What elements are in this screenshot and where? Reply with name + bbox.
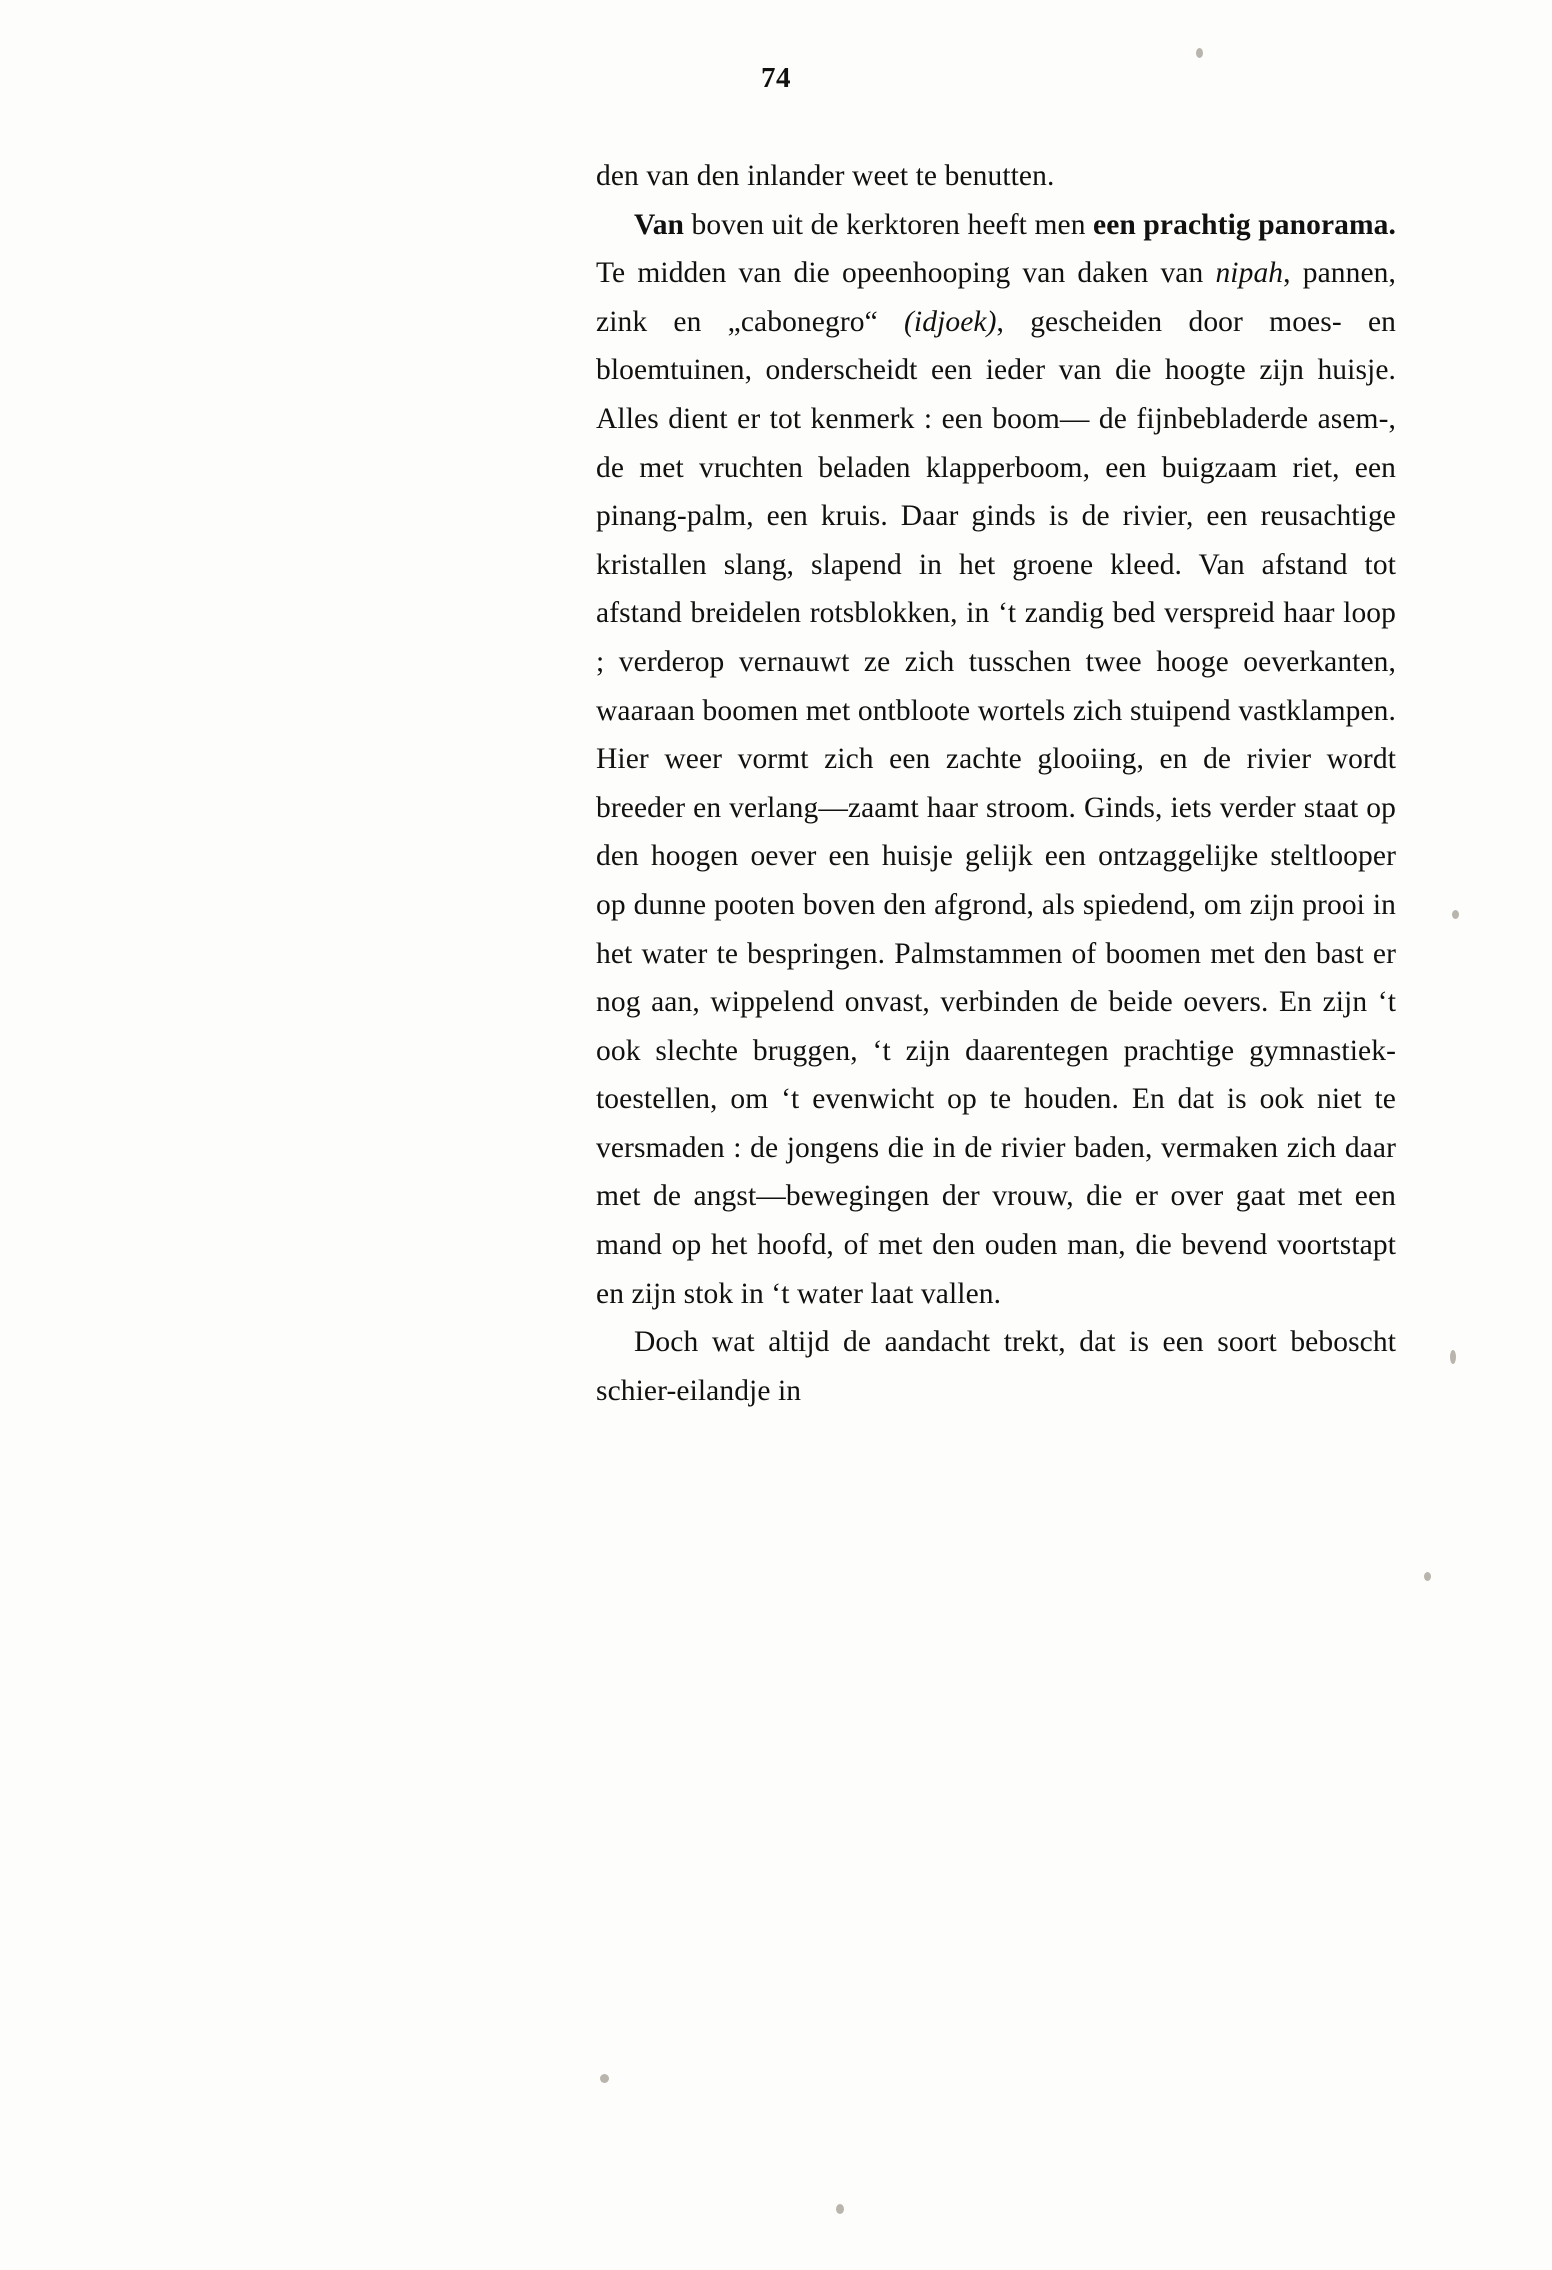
speck-icon	[836, 2204, 844, 2214]
speck-icon	[1452, 910, 1459, 919]
speck-icon	[600, 2074, 609, 2083]
page-number: 74	[761, 62, 791, 94]
paragraph: Van boven uit de kerktoren heeft men een prachtig panorama. Te midden van die opeenhooping van daken van nipah, pannen, zink en „cabonegro“ (idjoek), gescheiden door moes- en bloemtuinen, onderscheidt een ieder van die hoogte zijn huisje. Alles dient er tot kenmerk : een boom— de fijnbebladerde asem-, de met vruchten beladen klapperboom, een buigzaam riet, een pinang-palm, een kruis. Daar ginds is de rivier, een reusachtige kristallen slang, slapend in het groene kleed. Van afstand tot afstand breidelen rotsblokken, in ‘t zandig bed verspreid haar loop ; verderop vernauwt ze zich tusschen twee hooge oeverkanten, waaraan boomen met ontbloote wortels zich stuipend vastklampen. Hier weer vormt zich een zachte glooiing, en de rivier wordt breeder en verlang—zaamt haar stroom. Ginds, iets verder staat op den hoogen oever een huisje gelijk een ontzaggelijke steltlooper op dunne pooten boven den afgrond, als spiedend, om zijn prooi in het water te bespringen. Palmstammen of boomen met den bast er nog aan, wippelend onvast, verbinden de beide oevers. En zijn ‘t ook slechte bruggen, ‘t zijn daarentegen prachtige gymnastiek-toestellen, om ‘t evenwicht op te houden. En dat is ook niet te versmaden : de jongens die in de rivier baden, vermaken zich daar met de angst—bewegingen der vrouw, die er over gaat met een mand op het hoofd, of met den ouden man, die bevend voortstapt en zijn stok in ‘t water laat vallen.	[596, 208, 1396, 1310]
speck-icon	[1424, 1572, 1431, 1581]
paragraph: den van den inlander weet te benutten.	[596, 160, 1055, 192]
speck-icon	[1196, 48, 1203, 58]
body-text	[596, 152, 1396, 1415]
paragraph: Doch wat altijd de aandacht trekt, dat is een soort beboscht schier-eilandje in	[596, 1326, 1396, 1407]
speck-icon	[1450, 1350, 1456, 1364]
